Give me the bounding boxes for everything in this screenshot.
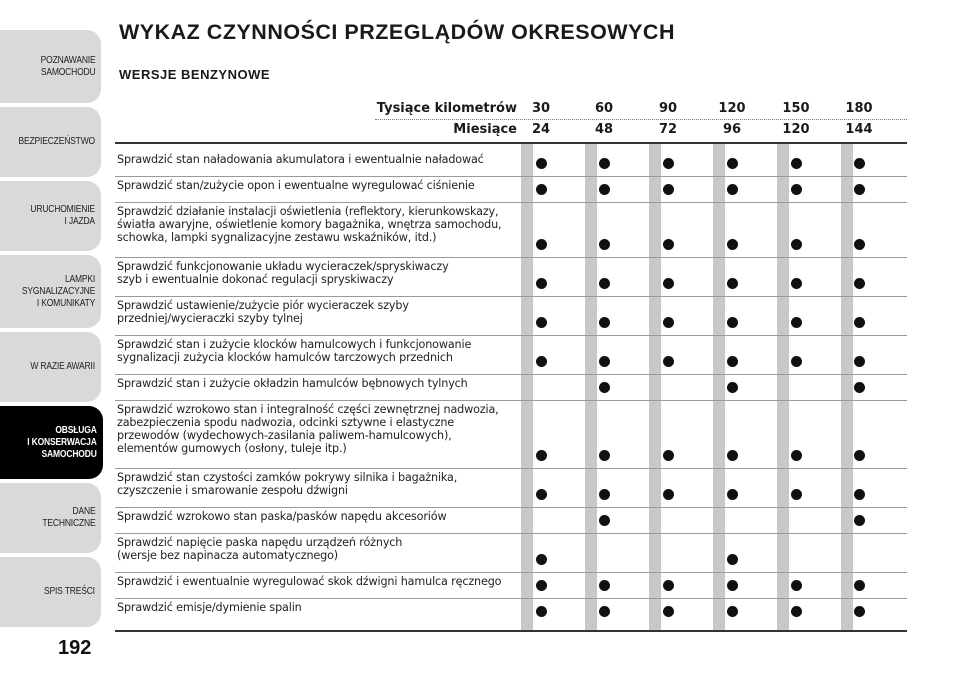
sidebar-item-dane-techniczne[interactable] [0, 483, 101, 553]
check-dot-icon [854, 184, 865, 195]
check-dot-icon [854, 515, 865, 526]
check-dot-icon [727, 606, 738, 617]
check-dot-icon [599, 580, 610, 591]
row-separator [115, 202, 907, 203]
column-shade [841, 144, 853, 632]
row-task-text: Sprawdzić stan/zużycie opon i ewentualne wyregulować ciśnienie [117, 179, 475, 192]
row-task-text: Sprawdzić stan naładowania akumulatora i ewentualnie naładować [117, 153, 484, 166]
check-dot-icon [727, 356, 738, 367]
header-km-value: 60 [594, 101, 614, 116]
check-dot-icon [727, 554, 738, 565]
check-dot-icon [599, 450, 610, 461]
column-shade [585, 144, 597, 632]
row-task-text: Sprawdzić stan i zużycie klocków hamulcowych i funkcjonowanie sygnalizacji zużycia klocków hamulców tarczowych przednich [117, 338, 472, 364]
check-dot-icon [663, 184, 674, 195]
check-dot-icon [854, 278, 865, 289]
header-months-value: 24 [531, 122, 551, 137]
row-separator [115, 468, 907, 469]
check-dot-icon [663, 606, 674, 617]
check-dot-icon [536, 317, 547, 328]
check-dot-icon [536, 158, 547, 169]
page-title: WYKAZ CZYNNOŚCI PRZEGLĄDÓW OKRESOWYCH [119, 20, 675, 44]
check-dot-icon [727, 317, 738, 328]
check-dot-icon [599, 317, 610, 328]
check-dot-icon [536, 278, 547, 289]
row-task-text: Sprawdzić działanie instalacji oświetlenia (reflektory, kierunkowskazy, światła awaryjne, oświetlenie komory bagażnika, wnętrza samochodu, schowka, lampki sygnalizacyjne zestawu wskaźników, itd.) [117, 205, 502, 244]
header-km-value: 180 [845, 101, 873, 116]
check-dot-icon [791, 158, 802, 169]
sidebar-item-label: URUCHOMIENIE I JAZDA [30, 204, 95, 227]
header-months-label: Miesiące [453, 122, 517, 137]
check-dot-icon [854, 606, 865, 617]
column-shade [649, 144, 661, 632]
page-number: 192 [58, 637, 92, 659]
sidebar-item-lampki-sygnalizacyjne[interactable] [0, 255, 101, 328]
check-dot-icon [599, 489, 610, 500]
check-dot-icon [663, 580, 674, 591]
check-dot-icon [854, 317, 865, 328]
column-shade [777, 144, 789, 632]
row-separator [115, 507, 907, 508]
row-separator [115, 296, 907, 297]
section-subtitle: WERSJE BENZYNOWE [119, 67, 271, 82]
sidebar-item-label: BEZPIECZEŃSTWO [18, 136, 95, 147]
row-task-text: Sprawdzić napięcie paska napędu urządzeń różnych (wersje bez napinacza automatycznego) [117, 536, 403, 562]
check-dot-icon [791, 450, 802, 461]
check-dot-icon [727, 382, 738, 393]
row-separator [115, 400, 907, 401]
check-dot-icon [791, 356, 802, 367]
table-top-rule [115, 142, 907, 144]
row-task-text: Sprawdzić i ewentualnie wyregulować skok dźwigni hamulca ręcznego [117, 575, 502, 588]
header-months-value: 96 [722, 122, 742, 137]
check-dot-icon [727, 489, 738, 500]
check-dot-icon [854, 356, 865, 367]
check-dot-icon [663, 158, 674, 169]
check-dot-icon [854, 158, 865, 169]
sidebar-item-label: POZNAWANIE SAMOCHODU [40, 54, 95, 78]
check-dot-icon [536, 580, 547, 591]
sidebar-item-poznawanie-samochodu[interactable] [0, 30, 101, 103]
check-dot-icon [854, 382, 865, 393]
check-dot-icon [727, 450, 738, 461]
header-km-value: 30 [531, 101, 551, 116]
check-dot-icon [854, 489, 865, 500]
sidebar-item-w-razie-awarii[interactable] [0, 332, 101, 402]
check-dot-icon [791, 606, 802, 617]
row-separator [115, 374, 907, 375]
header-months-value: 120 [782, 122, 810, 137]
row-task-text: Sprawdzić ustawienie/zużycie piór wycieraczek szyby przedniej/wycieraczki szyby tylnej [117, 299, 409, 325]
check-dot-icon [727, 278, 738, 289]
check-dot-icon [791, 317, 802, 328]
check-dot-icon [663, 356, 674, 367]
check-dot-icon [599, 184, 610, 195]
check-dot-icon [536, 554, 547, 565]
row-separator [115, 335, 907, 336]
check-dot-icon [663, 239, 674, 250]
header-months-value: 48 [594, 122, 614, 137]
check-dot-icon [536, 239, 547, 250]
sidebar-item-label: SPIS TREŚCI [44, 586, 95, 597]
check-dot-icon [536, 450, 547, 461]
row-separator [115, 533, 907, 534]
check-dot-icon [791, 239, 802, 250]
row-task-text: Sprawdzić funkcjonowanie układu wycieraczek/spryskiwaczy szyb i ewentualnie dokonać regulacji spryskiwaczy [117, 260, 449, 286]
header-months-value: 72 [658, 122, 678, 137]
column-shade [713, 144, 725, 632]
check-dot-icon [599, 239, 610, 250]
header-km-value: 120 [718, 101, 746, 116]
row-separator [115, 176, 907, 177]
row-task-text: Sprawdzić stan czystości zamków pokrywy silnika i bagażnika, czyszczenie i smarowanie zespołu dźwigni [117, 471, 458, 497]
check-dot-icon [791, 580, 802, 591]
check-dot-icon [536, 356, 547, 367]
check-dot-icon [663, 489, 674, 500]
check-dot-icon [854, 239, 865, 250]
sidebar-item-label: LAMPKI SYGNALIZACYJNE I KOMUNIKATY [21, 273, 95, 309]
check-dot-icon [536, 489, 547, 500]
check-dot-icon [727, 580, 738, 591]
table-bottom-rule [115, 630, 907, 632]
row-separator [115, 598, 907, 599]
header-km-value: 150 [782, 101, 810, 116]
check-dot-icon [791, 489, 802, 500]
check-dot-icon [854, 450, 865, 461]
sidebar-item-obsluga-i-konserwacja[interactable] [0, 406, 103, 479]
header-km-value: 90 [658, 101, 678, 116]
check-dot-icon [536, 606, 547, 617]
sidebar-item-bezpieczenstwo[interactable] [0, 107, 101, 177]
row-task-text: Sprawdzić emisje/dymienie spalin [117, 601, 302, 614]
header-km-label: Tysiące kilometrów [376, 101, 517, 116]
sidebar-item-spis-tresci[interactable] [0, 557, 101, 627]
check-dot-icon [599, 606, 610, 617]
header-months-value: 144 [845, 122, 873, 137]
check-dot-icon [727, 158, 738, 169]
row-task-text: Sprawdzić wzrokowo stan paska/pasków napędu akcesoriów [117, 510, 447, 523]
header-separator [375, 119, 907, 120]
check-dot-icon [599, 356, 610, 367]
check-dot-icon [536, 184, 547, 195]
row-separator [115, 572, 907, 573]
check-dot-icon [599, 382, 610, 393]
check-dot-icon [599, 278, 610, 289]
check-dot-icon [727, 184, 738, 195]
row-separator [115, 257, 907, 258]
check-dot-icon [599, 515, 610, 526]
sidebar-item-uruchomienie-i-jazda[interactable] [0, 181, 101, 251]
check-dot-icon [791, 184, 802, 195]
check-dot-icon [663, 278, 674, 289]
check-dot-icon [663, 317, 674, 328]
sidebar-item-label: DANE TECHNICZNE [41, 506, 95, 529]
sidebar-item-label: OBSŁUGA I KONSERWACJA SAMOCHODU [27, 424, 97, 460]
check-dot-icon [791, 278, 802, 289]
check-dot-icon [599, 158, 610, 169]
check-dot-icon [663, 450, 674, 461]
check-dot-icon [727, 239, 738, 250]
sidebar-item-label: W RAZIE AWARII [30, 361, 95, 372]
row-task-text: Sprawdzić wzrokowo stan i integralność części zewnętrznej nadwozia, zabezpieczenia spodu nadwozia, odcinki sztywne i elastyczne przewodów (wydechowych-zasilania paliwem-hamulcowych), elementów gumowych (osłony, tuleje itp.) [117, 403, 499, 455]
check-dot-icon [854, 580, 865, 591]
row-task-text: Sprawdzić stan i zużycie okładzin hamulców bębnowych tylnych [117, 377, 468, 390]
